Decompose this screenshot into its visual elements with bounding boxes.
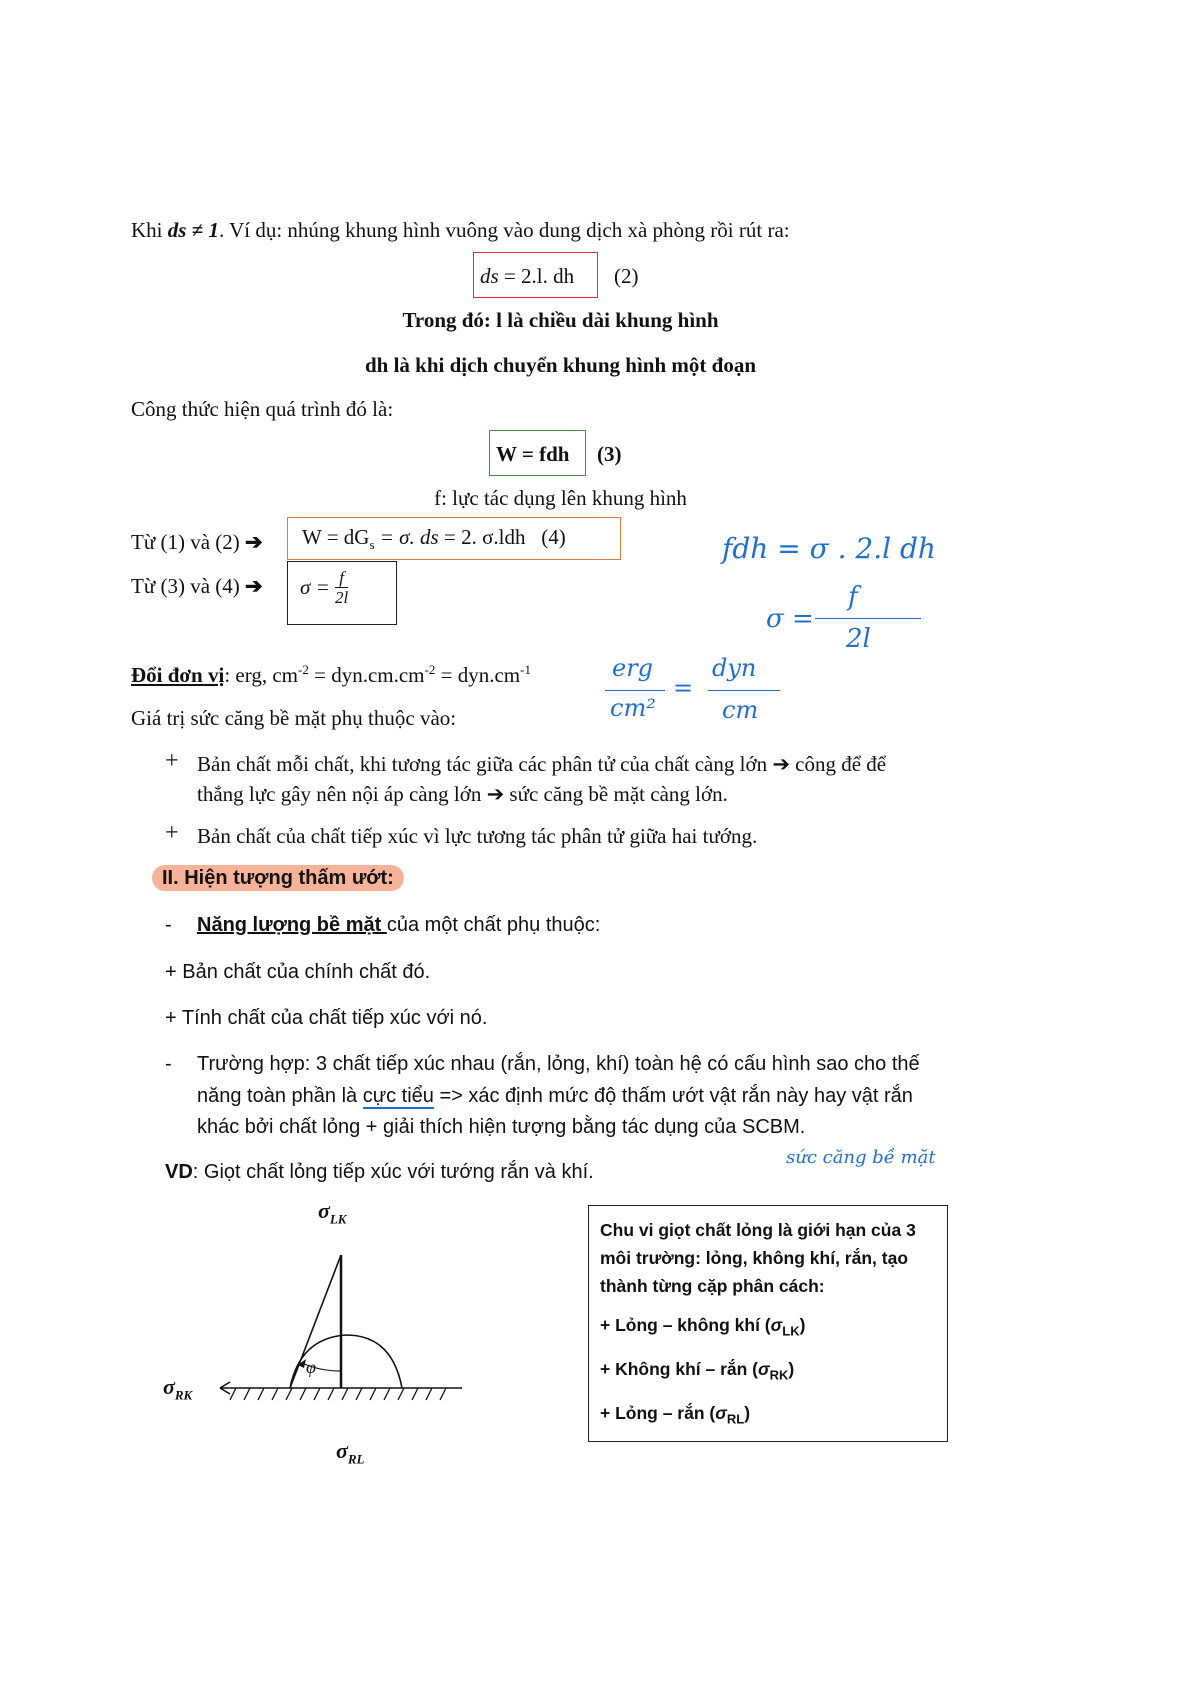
sigma-fraction [335,568,348,607]
info-item-close: ) [799,1315,806,1335]
from-3-4-label [131,574,263,599]
sigma-rk-symbol: σ [163,1374,175,1399]
equation-4-part-b: = σ. [374,525,421,549]
handwritten-unit-den-2: cm [722,696,759,724]
fraction-numerator: f [335,568,348,588]
handwritten-unit-bar-2 [708,690,780,691]
handwritten-unit-bar-1 [605,690,665,691]
energy-item-2: + Tính chất của chất tiếp xúc với nó. [165,1007,488,1029]
sigma-formula [300,568,348,607]
info-item-sub: RL [726,1411,745,1427]
arrow-icon: ➔ [245,530,263,554]
work-intro: Công thức hiện quá trình đó là: [131,397,394,421]
energy-line [197,914,600,937]
handwritten-unit-num-1: erg [612,654,654,682]
info-item-sub: LK [782,1323,800,1339]
info-item-close: ) [788,1359,795,1379]
handwritten-unit-den-1: cm² [610,694,656,722]
example-text: : Giọt chất lỏng tiếp xúc với tướng rắn và khí. [192,1161,594,1183]
unit-sup-2: -2 [424,662,436,677]
where-line-1: Trong đó: l là chiều dài khung hình [402,308,719,332]
info-item-liquid-air [600,1315,805,1339]
case-line-3: khác bởi chất lỏng + giải thích hiện tượng bằng tác dụng của SCBM. [197,1116,806,1138]
handwritten-fraction-num: f [848,582,858,612]
energy-rest: của một chất phụ thuộc: [386,914,601,936]
unit-text-c: = dyn.cm [435,663,521,687]
info-item-liquid-solid [600,1403,750,1427]
equation-4-ds: ds [420,525,439,549]
equation-4-part-c: = 2. σ.ldh [438,525,526,549]
intro-line [131,218,790,243]
section-heading-text: II. Hiện tượng thấm ướt: [152,865,404,891]
sigma-rk-sub: RK [174,1387,193,1403]
bullet-plus-icon: + [165,820,179,846]
info-item-text: + Lỏng – không khí ( [600,1315,771,1335]
unit-conversion [131,662,531,688]
depends-intro: Giá trị sức căng bề mặt phụ thuộc vào: [131,706,457,730]
section-heading [152,867,404,890]
handwritten-unit-equals: = [673,674,694,702]
info-intro-line: môi trường: lỏng, không khí, rắn, tạo [600,1248,909,1268]
handwritten-scbm-note: sức căng bề mặt [786,1147,936,1168]
info-item-sub: RK [769,1367,789,1383]
info-item-text: + Lỏng – rắn ( [600,1403,716,1423]
info-box-intro [600,1216,916,1300]
from-1-2-text: Từ (1) và (2) [131,530,240,554]
bullet-2-line-1: Bản chất của chất tiếp xúc vì lực tương tác phân tử giữa hai tướng. [197,824,758,848]
intro-text: . Ví dụ: nhúng khung hình vuông vào dung dịch xà phòng rồi rút ra: [218,218,790,242]
energy-item-1: + Bản chất của chính chất đó. [165,961,431,983]
handwritten-unit-num-2: dyn [712,654,757,682]
unit-sup-3: -1 [520,662,531,677]
intro-math: ds ≠ 1 [167,218,219,242]
info-item-close: ) [744,1403,751,1423]
handwritten-sigma-lhs: σ = [766,604,814,634]
sigma-lk-label [318,1198,346,1227]
sigma-rl-symbol: σ [336,1438,348,1463]
case-line-2-underlined: cực tiểu [362,1085,434,1107]
case-line-2-b: => xác định mức độ thấm ướt vật rắn này hay vật rắn [433,1085,913,1107]
phi-angle-label: φ [306,1357,316,1377]
example-line [165,1161,594,1184]
handwritten-fraction-bar [815,618,921,619]
unit-text-b: = dyn.cm.cm [308,663,425,687]
equation-2 [480,264,574,289]
equation-4-number: (4) [541,525,566,549]
contact-angle-diagram [150,1195,480,1465]
case-line-1: Trường hợp: 3 chất tiếp xúc nhau (rắn, lỏng, khí) toàn hệ có cấu hình sao cho thế [197,1053,920,1075]
where-line-2: dh là khi dịch chuyển khung hình một đoạn [364,353,756,377]
intro-prefix: Khi [131,218,168,242]
equation-3: W = fdh [496,442,570,466]
from-1-2-label [131,530,263,555]
info-item-air-solid [600,1359,794,1383]
info-item-sigma: σ [758,1359,770,1379]
arrow-icon: ➔ [245,574,263,598]
fraction-denominator: 2l [335,588,349,607]
sigma-lk-symbol: σ [318,1198,330,1223]
dash-marker: - [165,1053,172,1075]
case-line-2 [197,1085,913,1108]
equation-4-sub: s [369,537,375,553]
info-intro-line: Chu vi giọt chất lỏng là giới hạn của 3 [600,1220,916,1240]
info-item-sigma: σ [715,1403,727,1423]
unit-text-a: : erg, cm [224,663,299,687]
case-line-2-a: năng toàn phần là [197,1085,363,1107]
sigma-lk-sub: LK [329,1211,347,1227]
info-item-text: + Không khí – rắn ( [600,1359,759,1379]
equation-2-number: (2) [614,264,639,288]
bullet-plus-icon: + [165,748,179,774]
equation-4-part-a: W = dG [302,525,370,549]
info-intro-line: thành từng cặp phân cách: [600,1276,825,1296]
surface-hatching [230,1388,446,1400]
equation-2-ds: ds [480,264,499,288]
equation-4 [302,525,566,553]
sigma-rl-label [336,1438,364,1467]
bullet-1-line-1: Bản chất mỗi chất, khi tương tác giữa các phân tử của chất càng lớn ➔ công để để [197,752,887,776]
force-definition: f: lực tác dụng lên khung hình [434,486,687,510]
handwritten-equation: fdh = σ . 2.l dh [722,532,936,565]
unit-conversion-title: Đổi đơn vị [131,663,225,687]
from-3-4-text: Từ (3) và (4) [131,574,240,598]
info-item-sigma: σ [770,1315,783,1335]
sigma-rl-sub: RL [347,1451,365,1467]
bullet-1-line-2: thắng lực gây nên nội áp càng lớn ➔ sức căng bề mặt càng lớn. [197,782,728,806]
handwritten-fraction-den: 2l [846,624,871,654]
energy-title: Năng lượng bề mặt [197,914,387,936]
dash-marker: - [165,914,172,936]
sigma-rk-label [163,1374,192,1403]
equation-3-number: (3) [597,442,622,466]
sigma-lhs: σ = [300,575,330,599]
unit-sup-1: -2 [298,662,309,677]
equation-2-rest: = 2.l. dh [498,264,575,288]
example-label: VD [165,1161,193,1183]
